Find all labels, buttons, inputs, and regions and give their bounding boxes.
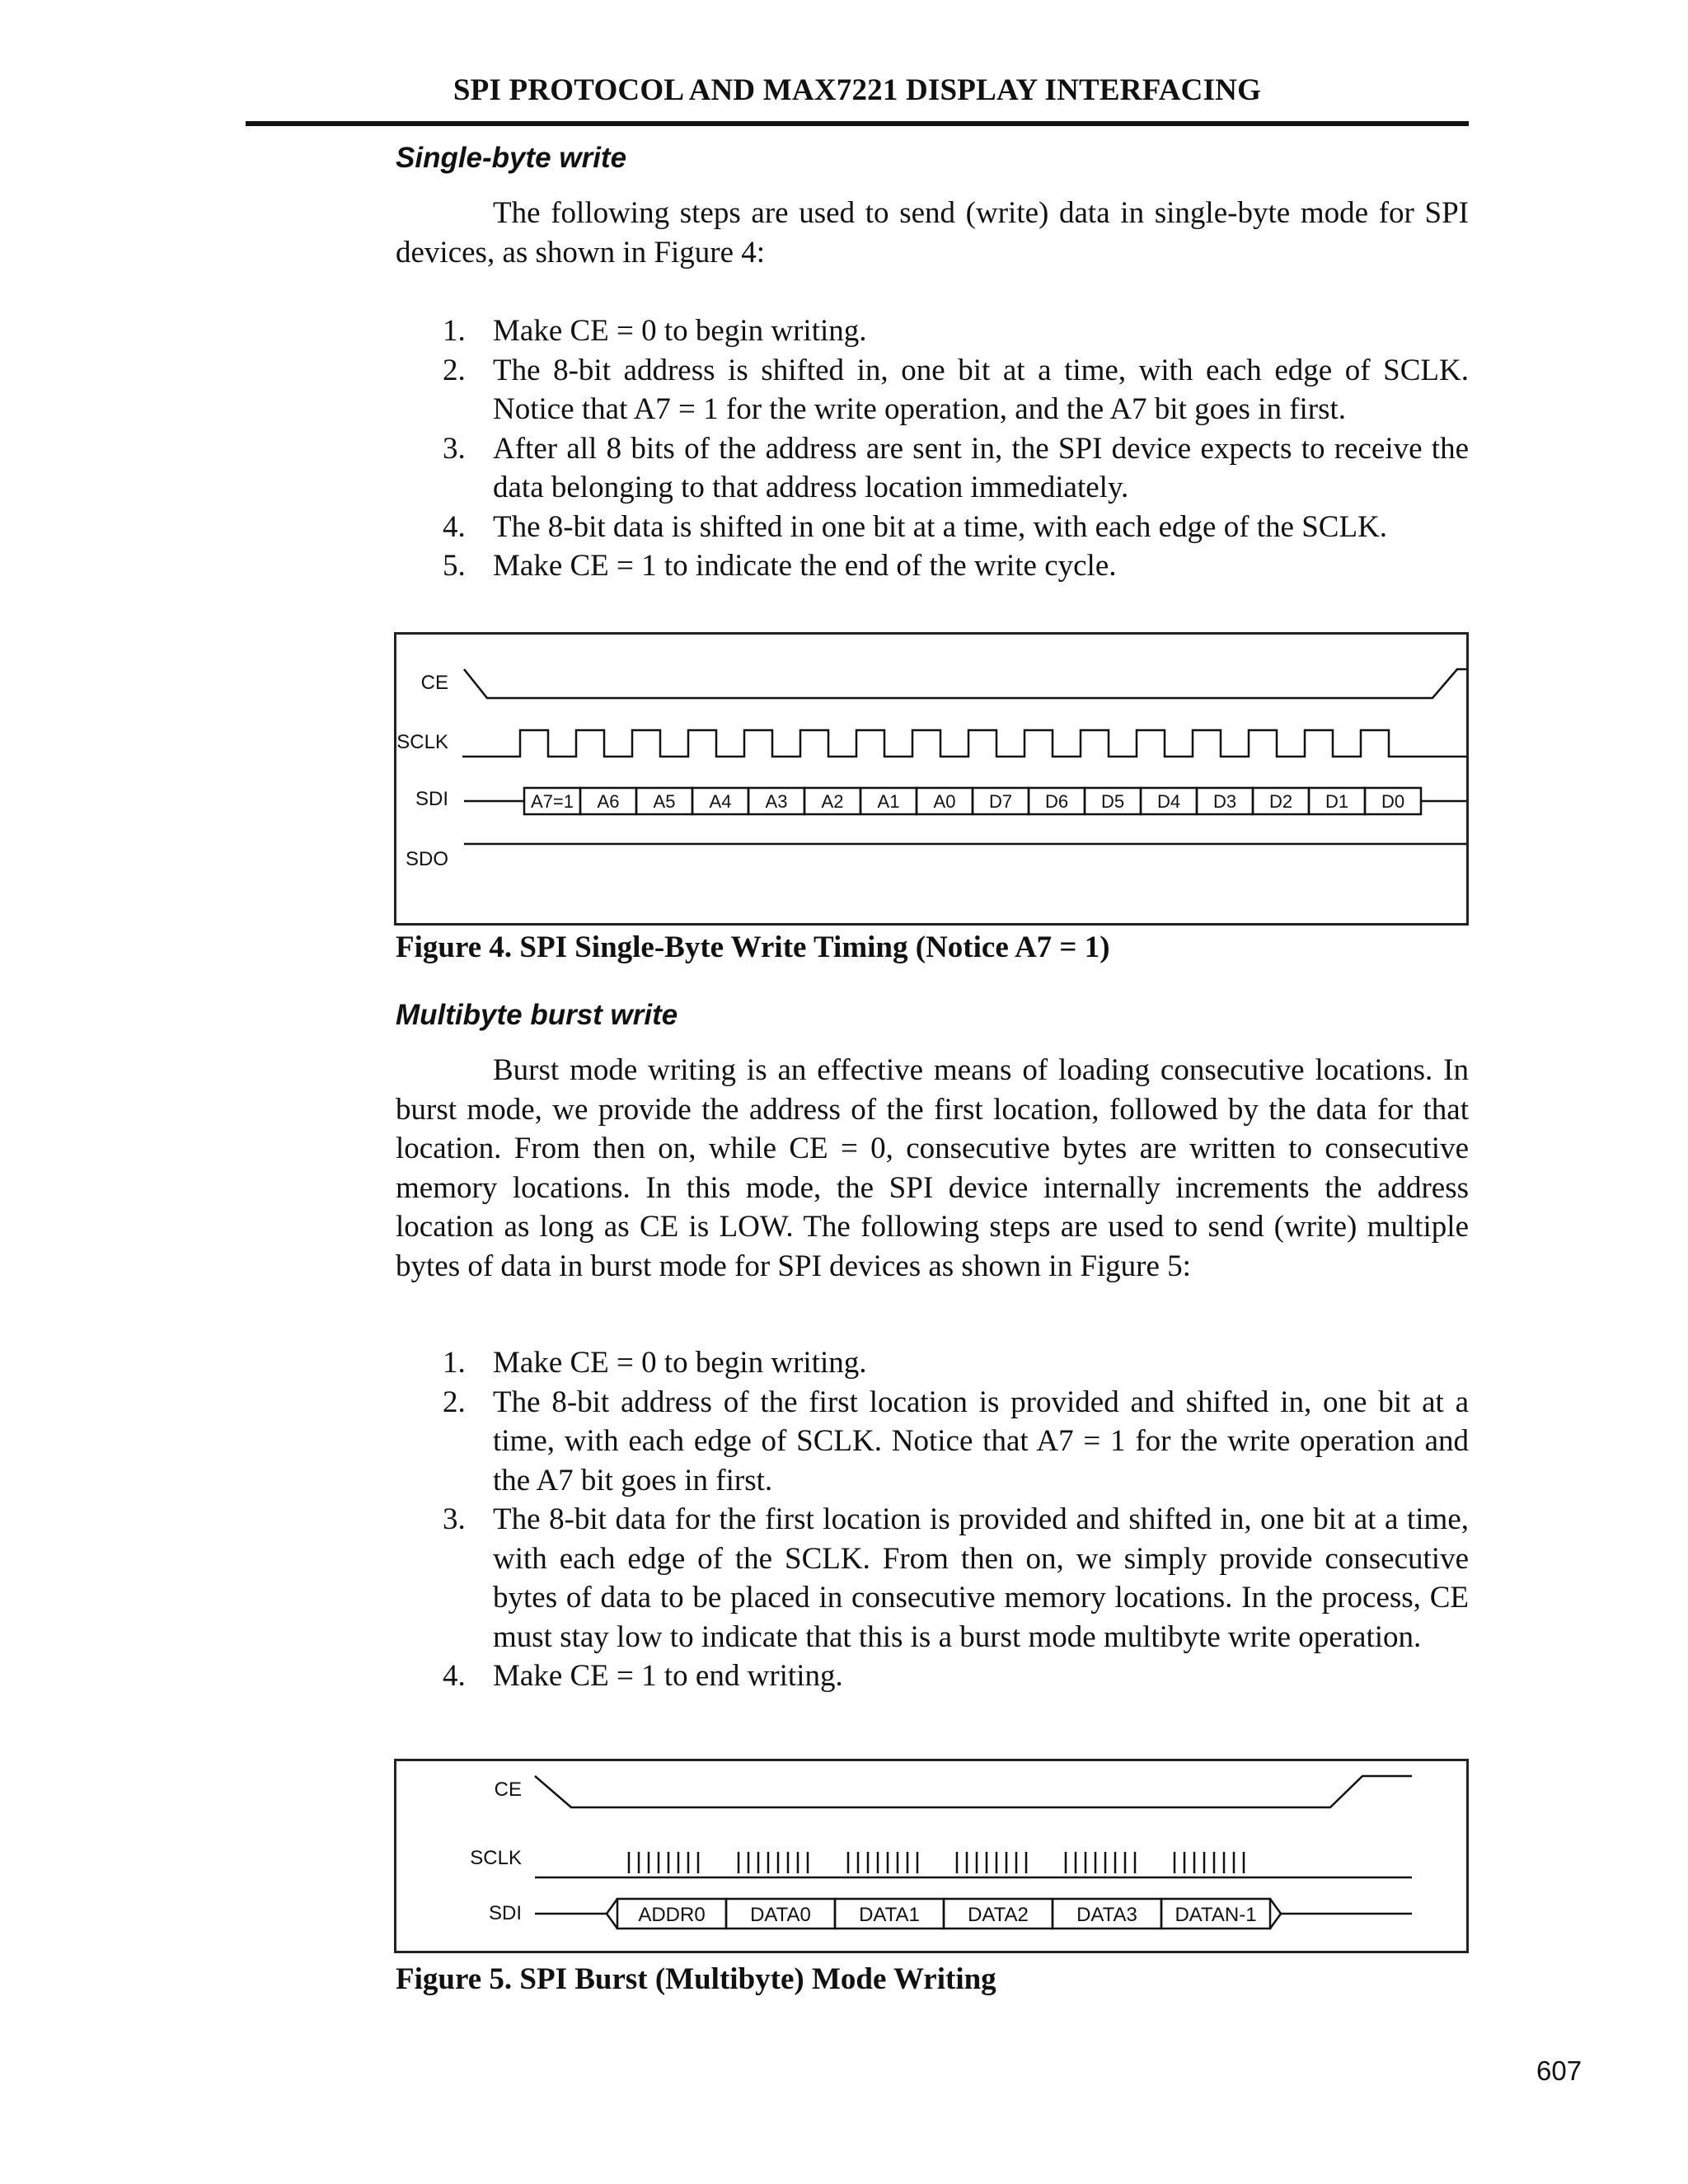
sdi-byte-label: DATA2 <box>968 1904 1029 1926</box>
sdi-transition <box>1270 1899 1281 1914</box>
step-text: Make CE = 1 to indicate the end of the write cycle. <box>493 549 1117 583</box>
section1-steps <box>396 312 1469 586</box>
step-item <box>396 429 1469 508</box>
signal-label-ce: CE <box>420 672 448 694</box>
section2-intro: Burst mode writing is an effective means of loading consecutive locations. In burst mode, we provide the address of the first location, followed by the data for that location. From then on, while CE = 0, consecutive bytes are written to consecutive memory locations. In this mode, the SPI device internally increments the address location as long as CE is LOW. The following steps are used to send (write) multiple bytes of data in burst mode for SPI devices as shown in Figure 5: <box>396 1053 1469 1283</box>
sdi-bit-label: D7 <box>988 791 1013 812</box>
sdi-bit-label: D1 <box>1325 791 1349 812</box>
signal-label-sdo: SDO <box>405 848 448 870</box>
step-item <box>396 1383 1469 1501</box>
step-item <box>396 351 1469 429</box>
step-text: The 8-bit address of the first location is provided and shifted in, one bit at a time, with each edge of SCLK. Notice that A7 = 1 for the write operation and the A7 bit goes in first. <box>493 1385 1469 1497</box>
step-text: After all 8 bits of the address are sent in, the SPI device expects to receive the data belonging to that address location immediately. <box>493 431 1469 504</box>
sdi-bit-label: D4 <box>1156 791 1181 812</box>
sdi-bit-label: D0 <box>1381 791 1405 812</box>
step-text: Make CE = 0 to begin writing. <box>493 314 867 348</box>
step-number: 3. <box>443 1502 466 1536</box>
step-number: 1. <box>443 1346 466 1380</box>
sdi-byte-label: DATAN-1 <box>1175 1904 1257 1926</box>
sdi-bit-label: D3 <box>1212 791 1237 812</box>
running-title: SPI PROTOCOL AND MAX7221 DISPLAY INTERFACING <box>452 73 1262 107</box>
sdi-bit-label: A0 <box>933 791 956 812</box>
step-number: 2. <box>443 1385 466 1419</box>
sdi-bit-label: A6 <box>597 791 620 812</box>
step-item <box>396 1657 1469 1696</box>
sdi-bit-label: D2 <box>1268 791 1293 812</box>
section2-body <box>396 1051 1469 1286</box>
step-number: 2. <box>443 353 466 387</box>
step-text: The 8-bit data for the first location is provided and shifted in, one bit at a time, with each edge of the SCLK. From then on, we simply provide consecutive bytes of data to be placed in consecutive memory locations. In the process, CE must stay low to indicate that this is a burst mode multibyte write operation. <box>493 1502 1469 1654</box>
sdi-bit-label: A4 <box>709 791 732 812</box>
section1-body <box>396 194 1469 272</box>
signal-label-sdi: SDI <box>488 1902 522 1924</box>
signal-label-sclk: SCLK <box>396 731 448 753</box>
sdi-byte-label: DATA3 <box>1076 1904 1137 1926</box>
step-text: Make CE = 1 to end writing. <box>493 1659 843 1693</box>
step-number: 4. <box>443 1659 466 1693</box>
signal-label-ce: CE <box>494 1779 522 1801</box>
section-heading-burst: Multibyte burst write <box>396 999 678 1031</box>
signal-label-sdi: SDI <box>415 788 448 810</box>
sdi-bit-label: D5 <box>1100 791 1125 812</box>
step-item <box>396 1343 1469 1383</box>
sclk-waveform <box>462 730 1466 757</box>
sdi-bit-label: D6 <box>1044 791 1069 812</box>
step-item <box>396 312 1469 351</box>
figure-5-timing-diagram <box>394 1759 1469 1953</box>
sdi-bit-label: A5 <box>653 791 676 812</box>
figure-4-timing-diagram <box>394 632 1469 926</box>
step-number: 5. <box>443 549 466 583</box>
sdi-byte-label: DATA1 <box>859 1904 920 1926</box>
figure-4-caption: Figure 4. SPI Single-Byte Write Timing (Notice A7 = 1) <box>396 930 1110 964</box>
section-heading-single-byte: Single-byte write <box>396 142 627 174</box>
figure-5-svg <box>396 1761 1466 1951</box>
step-item <box>396 1500 1469 1657</box>
header-rule <box>246 121 1469 126</box>
ce-waveform <box>535 1776 1412 1807</box>
sdi-bit-label: A2 <box>821 791 844 812</box>
section1-intro: The following steps are used to send (write) data in single-byte mode for SPI devices, as shown in Figure 4: <box>396 196 1469 269</box>
sdi-transition <box>607 1899 617 1914</box>
step-item <box>396 508 1469 547</box>
sdi-bit-label: A3 <box>765 791 788 812</box>
step-number: 3. <box>443 431 466 466</box>
sdi-transition <box>1270 1914 1281 1929</box>
figure-4-svg <box>396 635 1466 923</box>
figure-5-caption: Figure 5. SPI Burst (Multibyte) Mode Writing <box>396 1962 996 1996</box>
ce-waveform <box>464 669 1466 698</box>
sdi-transition <box>607 1914 617 1929</box>
sdi-bit-label: A1 <box>877 791 900 812</box>
page-number: 607 <box>1536 2055 1582 2086</box>
step-number: 1. <box>443 314 466 348</box>
signal-label-sclk: SCLK <box>470 1847 522 1869</box>
section2-steps <box>396 1343 1469 1696</box>
step-number: 4. <box>443 509 466 544</box>
step-text: The 8-bit address is shifted in, one bit at a time, with each edge of SCLK. Notice that A7 = 1 for the write operation, and the A7 bit goes in first. <box>493 353 1469 426</box>
sdi-byte-label: ADDR0 <box>638 1904 706 1926</box>
sdi-bit-label: A7=1 <box>531 791 574 812</box>
step-item <box>396 546 1469 586</box>
step-text: The 8-bit data is shifted in one bit at a time, with each edge of the SCLK. <box>493 509 1388 544</box>
step-text: Make CE = 0 to begin writing. <box>493 1346 867 1380</box>
sdi-byte-label: DATA0 <box>750 1904 811 1926</box>
